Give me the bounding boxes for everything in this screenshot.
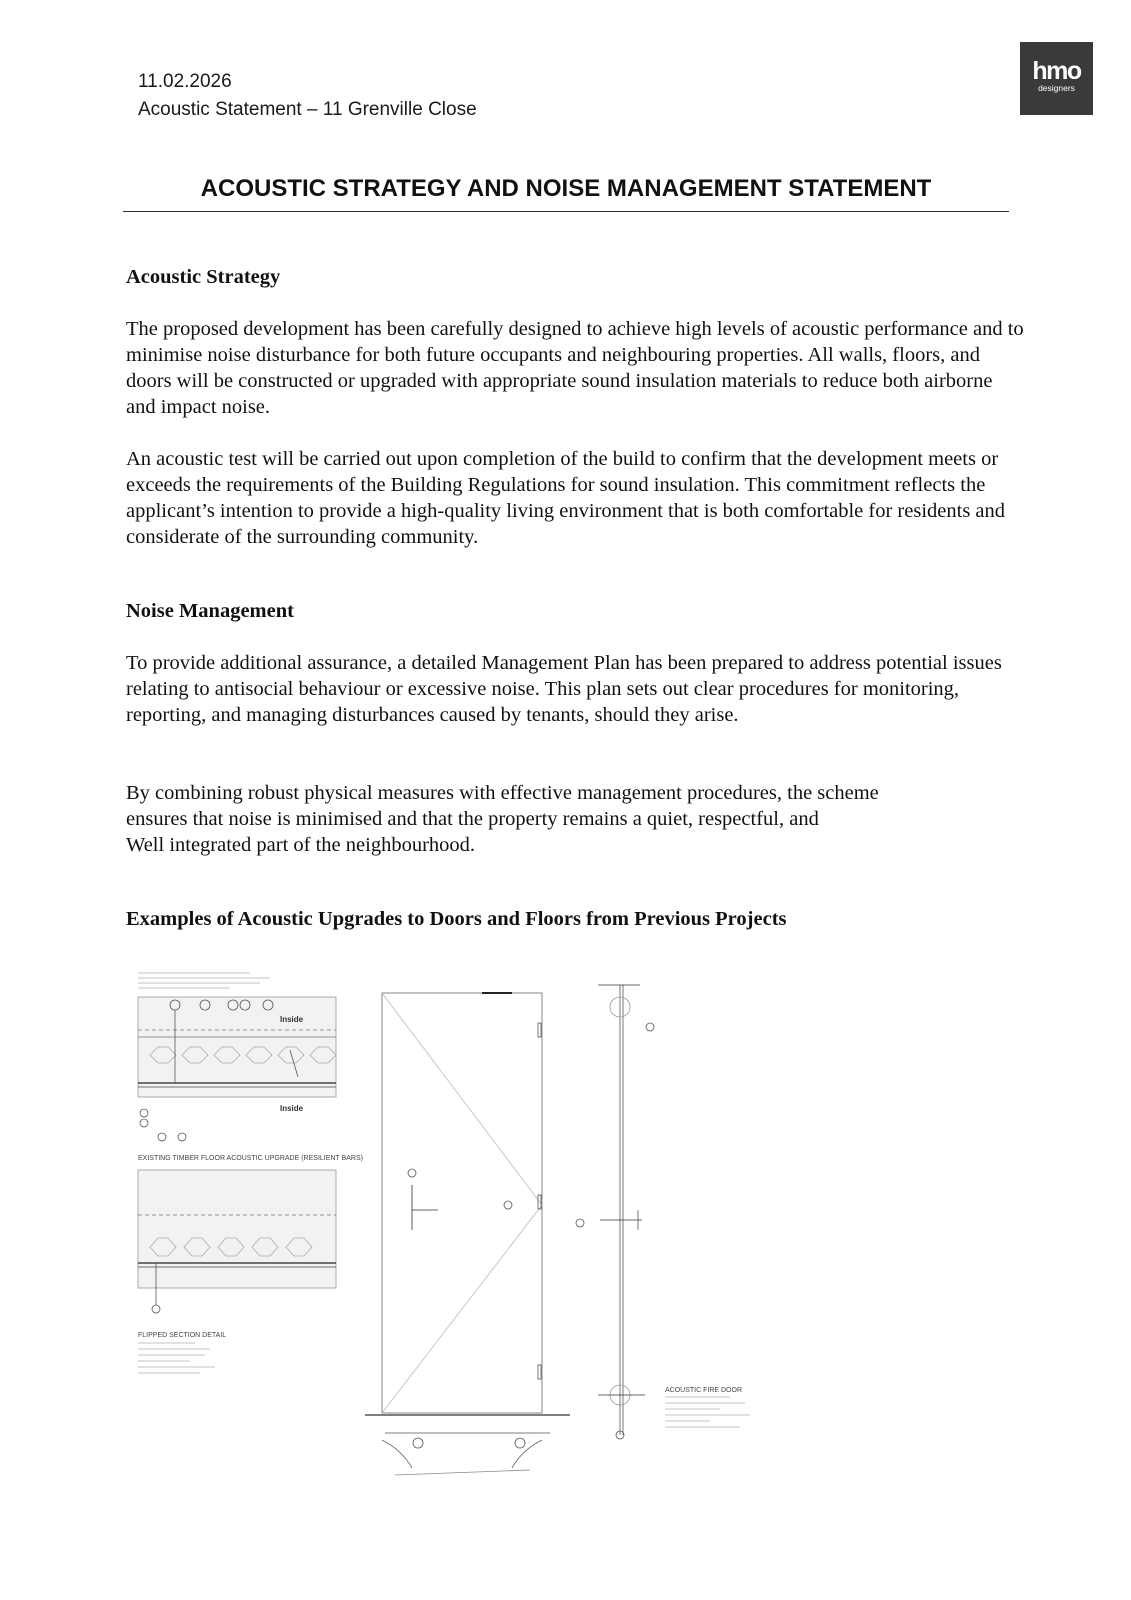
title-underline [123,211,1009,212]
floor-label-top: Inside [280,1015,304,1024]
floor-upgrade-caption: EXISTING TIMBER FLOOR ACOUSTIC UPGRADE (RESILIENT BARS) [138,1155,363,1162]
door-elevation [365,965,570,1475]
noise-paragraph-2-line-1: By combining robust physical measures with effective management procedures, the scheme [126,782,879,804]
noise-paragraph-2-line-3: Well integrated part of the neighbourhood. [126,834,476,856]
acoustic-strategy-heading: Acoustic Strategy [126,266,281,288]
technical-drawings [120,965,800,1505]
drawings-svg [120,965,800,1505]
logo-sub-text: designers [1038,83,1075,93]
document-header [138,68,477,124]
floor-upgrade-detail [138,973,336,1373]
page-title: ACOUSTIC STRATEGY AND NOISE MANAGEMENT STATEMENT [200,175,932,202]
strategy-paragraph-1 [126,316,1026,420]
strategy-paragraph-2-text: An acoustic test will be carried out upon completion of the build to confirm that the development meets or exceeds the requirements of the Building Regulations for sound insulation. This commitment reflects the applicant’s intention to provide a high-quality living environment that is both comfortable for residents and considerate of the surrounding community. [126,448,1006,548]
noise-paragraph-2 [126,780,1026,858]
document-subject: Acoustic Statement – 11 Grenville Close [138,99,477,120]
floor-label-bottom: Inside [280,1104,304,1113]
noise-paragraph-1-text: To provide additional assurance, a detailed Management Plan has been prepared to address potential issues relating to antisocial behaviour or excessive noise. This plan sets out clear procedures for monitoring, reporting, and managing disturbances caused by tenants, should they arise. [126,652,1002,726]
door-section [576,985,750,1439]
company-logo [1020,42,1093,115]
acoustic-door-caption: ACOUSTIC FIRE DOOR [665,1387,743,1394]
logo-main-text: hmo [1032,57,1081,85]
strategy-paragraph-1-text: The proposed development has been carefully designed to achieve high levels of acoustic performance and to minimise noise disturbance for both future occupants and neighbouring properties. All walls, floors, and doors will be constructed or upgraded with appropriate sound insulation materials to reduce both airborne and impact noise. [126,318,1024,418]
strategy-paragraph-2 [126,446,1026,550]
noise-paragraph-2-line-2: ensures that noise is minimised and that the property remains a quiet, respectful, and [126,808,819,830]
flipped-section-caption: FLIPPED SECTION DETAIL [138,1332,227,1339]
noise-management-heading: Noise Management [126,600,294,622]
examples-heading: Examples of Acoustic Upgrades to Doors and Floors from Previous Projects [126,908,787,930]
noise-paragraph-1 [126,650,1026,728]
document-date: 11.02.2026 [138,71,232,92]
